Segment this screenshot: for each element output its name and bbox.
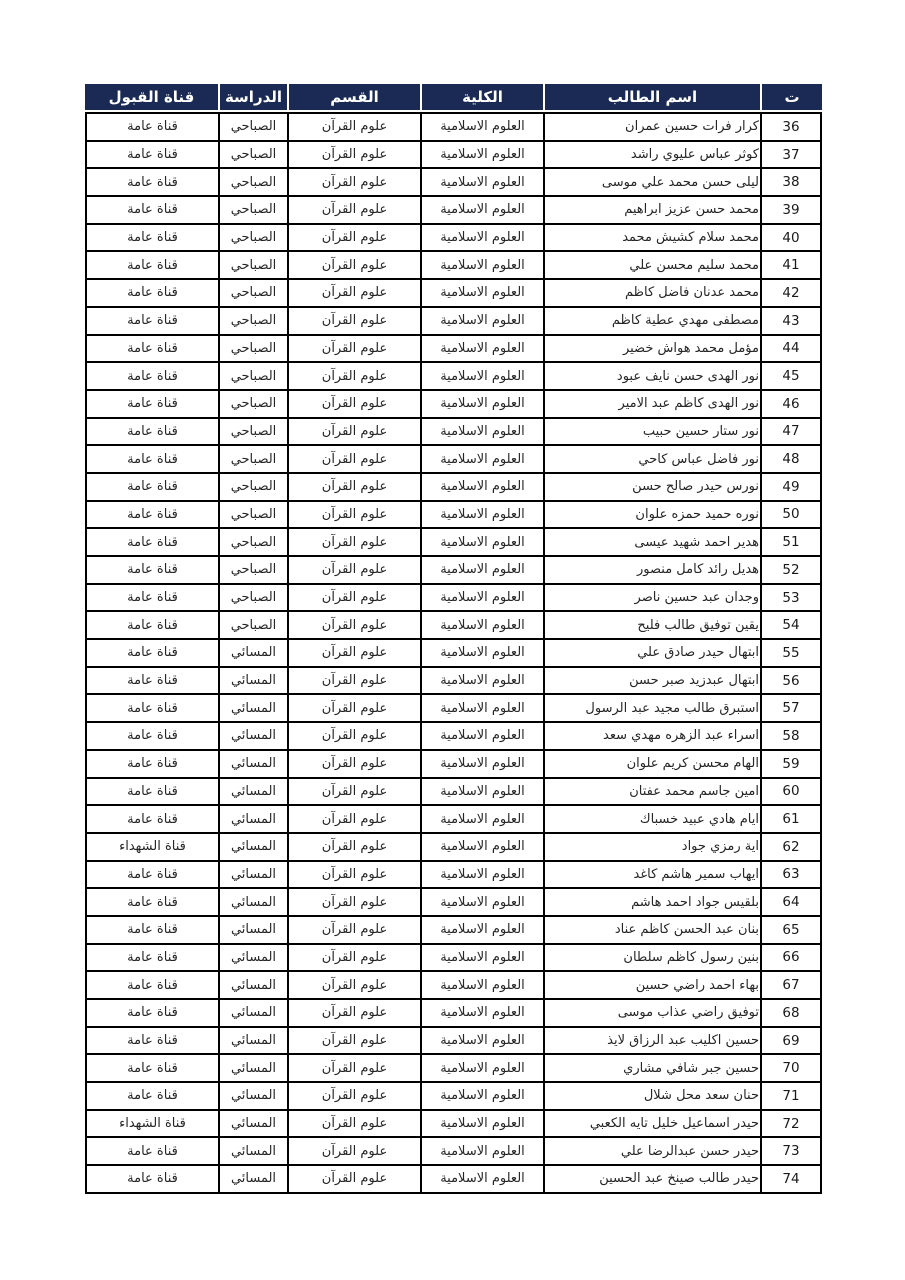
admission-channel-cell: قناة عامة [85, 1028, 218, 1056]
department-cell: علوم القرآن [287, 308, 420, 336]
student-name-cell: كوثر عباس عليوي راشد [543, 142, 760, 170]
header-col-dept: القسم [287, 84, 420, 112]
department-cell: علوم القرآن [287, 197, 420, 225]
admission-channel-cell: قناة عامة [85, 391, 218, 419]
study-shift-cell: الصباحي [218, 612, 287, 640]
student-name-cell: مؤمل محمد هواش خضير [543, 336, 760, 364]
admission-channel-cell: قناة عامة [85, 1166, 218, 1194]
college-cell: العلوم الاسلامية [420, 169, 543, 197]
row-number-cell: 53 [760, 585, 822, 613]
college-cell: العلوم الاسلامية [420, 225, 543, 253]
department-cell: علوم القرآن [287, 585, 420, 613]
row-number-cell: 48 [760, 446, 822, 474]
study-shift-cell: المسائي [218, 889, 287, 917]
row-number-cell: 46 [760, 391, 822, 419]
table-row [85, 502, 822, 530]
student-name-cell: حسين جبر شافي مشاري [543, 1055, 760, 1083]
study-shift-cell: المسائي [218, 695, 287, 723]
table-row [85, 169, 822, 197]
row-number-cell: 61 [760, 806, 822, 834]
department-cell: علوم القرآن [287, 142, 420, 170]
row-number-cell: 65 [760, 917, 822, 945]
college-cell: العلوم الاسلامية [420, 419, 543, 447]
admission-channel-cell: قناة عامة [85, 112, 218, 142]
admission-channel-cell: قناة عامة [85, 336, 218, 364]
department-cell: علوم القرآن [287, 640, 420, 668]
department-cell: علوم القرآن [287, 1111, 420, 1139]
student-name-cell: هدير احمد شهيد عيسى [543, 529, 760, 557]
college-cell: العلوم الاسلامية [420, 695, 543, 723]
department-cell: علوم القرآن [287, 169, 420, 197]
student-name-cell: الهام محسن كريم علوان [543, 751, 760, 779]
study-shift-cell: المسائي [218, 1111, 287, 1139]
study-shift-cell: الصباحي [218, 225, 287, 253]
student-name-cell: محمد سلام كشيش محمد [543, 225, 760, 253]
student-name-cell: حيدر اسماعيل خليل تايه الكعبي [543, 1111, 760, 1139]
table-row [85, 225, 822, 253]
college-cell: العلوم الاسلامية [420, 806, 543, 834]
row-number-cell: 64 [760, 889, 822, 917]
table-row [85, 363, 822, 391]
college-cell: العلوم الاسلامية [420, 972, 543, 1000]
college-cell: العلوم الاسلامية [420, 446, 543, 474]
study-shift-cell: المسائي [218, 751, 287, 779]
table-row [85, 308, 822, 336]
admission-channel-cell: قناة عامة [85, 1000, 218, 1028]
table-row [85, 252, 822, 280]
admission-channel-cell: قناة عامة [85, 280, 218, 308]
student-name-cell: ليلى حسن محمد علي موسى [543, 169, 760, 197]
study-shift-cell: الصباحي [218, 391, 287, 419]
department-cell: علوم القرآن [287, 1138, 420, 1166]
college-cell: العلوم الاسلامية [420, 723, 543, 751]
student-name-cell: نور الهدى كاظم عبد الامير [543, 391, 760, 419]
student-name-cell: نور ستار حسين حبيب [543, 419, 760, 447]
admission-channel-cell: قناة عامة [85, 557, 218, 585]
department-cell: علوم القرآن [287, 806, 420, 834]
admission-channel-cell: قناة عامة [85, 779, 218, 807]
table-row [85, 391, 822, 419]
row-number-cell: 57 [760, 695, 822, 723]
table-row [85, 723, 822, 751]
student-name-cell: حسين اكليب عبد الرزاق لايذ [543, 1028, 760, 1056]
row-number-cell: 63 [760, 862, 822, 890]
department-cell: علوم القرآن [287, 1028, 420, 1056]
student-name-cell: نورس حيدر صالح حسن [543, 474, 760, 502]
department-cell: علوم القرآن [287, 419, 420, 447]
student-name-cell: بلقيس جواد احمد هاشم [543, 889, 760, 917]
row-number-cell: 74 [760, 1166, 822, 1194]
study-shift-cell: الصباحي [218, 142, 287, 170]
row-number-cell: 60 [760, 779, 822, 807]
table-row [85, 779, 822, 807]
department-cell: علوم القرآن [287, 1055, 420, 1083]
student-name-cell: امين جاسم محمد عفتان [543, 779, 760, 807]
admission-channel-cell: قناة عامة [85, 252, 218, 280]
row-number-cell: 44 [760, 336, 822, 364]
student-name-cell: محمد سليم محسن علي [543, 252, 760, 280]
row-number-cell: 39 [760, 197, 822, 225]
row-number-cell: 71 [760, 1083, 822, 1111]
admission-channel-cell: قناة عامة [85, 723, 218, 751]
department-cell: علوم القرآن [287, 336, 420, 364]
table-row [85, 1111, 822, 1139]
college-cell: العلوم الاسلامية [420, 529, 543, 557]
admission-channel-cell: قناة عامة [85, 640, 218, 668]
department-cell: علوم القرآن [287, 668, 420, 696]
row-number-cell: 73 [760, 1138, 822, 1166]
row-number-cell: 59 [760, 751, 822, 779]
college-cell: العلوم الاسلامية [420, 668, 543, 696]
row-number-cell: 55 [760, 640, 822, 668]
row-number-cell: 38 [760, 169, 822, 197]
student-name-cell: نور الهدى حسن نايف عبود [543, 363, 760, 391]
department-cell: علوم القرآن [287, 972, 420, 1000]
student-name-cell: اسراء عبد الزهره مهدي سعد [543, 723, 760, 751]
study-shift-cell: الصباحي [218, 197, 287, 225]
student-name-cell: استبرق طالب مجيد عبد الرسول [543, 695, 760, 723]
college-cell: العلوم الاسلامية [420, 308, 543, 336]
row-number-cell: 50 [760, 502, 822, 530]
college-cell: العلوم الاسلامية [420, 779, 543, 807]
header-col-study: الدراسة [218, 84, 287, 112]
table-row [85, 112, 822, 142]
department-cell: علوم القرآن [287, 446, 420, 474]
row-number-cell: 70 [760, 1055, 822, 1083]
college-cell: العلوم الاسلامية [420, 280, 543, 308]
admission-channel-cell: قناة عامة [85, 751, 218, 779]
department-cell: علوم القرآن [287, 502, 420, 530]
table-row [85, 972, 822, 1000]
college-cell: العلوم الاسلامية [420, 474, 543, 502]
study-shift-cell: الصباحي [218, 419, 287, 447]
department-cell: علوم القرآن [287, 862, 420, 890]
row-number-cell: 36 [760, 112, 822, 142]
student-name-cell: ايام هادي عبيد خسباك [543, 806, 760, 834]
admission-channel-cell: قناة عامة [85, 197, 218, 225]
table-body [85, 112, 822, 1194]
student-name-cell: مصطفى مهدي عطية كاظم [543, 308, 760, 336]
table-row [85, 336, 822, 364]
admission-channel-cell: قناة عامة [85, 308, 218, 336]
department-cell: علوم القرآن [287, 695, 420, 723]
admission-channel-cell: قناة عامة [85, 1083, 218, 1111]
table-row [85, 1083, 822, 1111]
row-number-cell: 49 [760, 474, 822, 502]
college-cell: العلوم الاسلامية [420, 197, 543, 225]
admission-channel-cell: قناة عامة [85, 695, 218, 723]
table-row [85, 612, 822, 640]
admission-channel-cell: قناة عامة [85, 806, 218, 834]
table-row [85, 280, 822, 308]
admission-channel-cell: قناة عامة [85, 502, 218, 530]
college-cell: العلوم الاسلامية [420, 1028, 543, 1056]
college-cell: العلوم الاسلامية [420, 336, 543, 364]
header-col-channel: قناة القبول [85, 84, 218, 112]
student-name-cell: نوره حميد حمزه علوان [543, 502, 760, 530]
table-row [85, 1028, 822, 1056]
study-shift-cell: الصباحي [218, 252, 287, 280]
student-name-cell: بنان عبد الحسن كاظم عناد [543, 917, 760, 945]
admission-channel-cell: قناة عامة [85, 945, 218, 973]
row-number-cell: 72 [760, 1111, 822, 1139]
college-cell: العلوم الاسلامية [420, 1166, 543, 1194]
student-name-cell: محمد عدنان فاضل كاظم [543, 280, 760, 308]
study-shift-cell: المسائي [218, 862, 287, 890]
row-number-cell: 69 [760, 1028, 822, 1056]
table-row [85, 862, 822, 890]
admission-channel-cell: قناة عامة [85, 1055, 218, 1083]
college-cell: العلوم الاسلامية [420, 834, 543, 862]
student-name-cell: يقين توفيق طالب فليح [543, 612, 760, 640]
study-shift-cell: المسائي [218, 1000, 287, 1028]
row-number-cell: 67 [760, 972, 822, 1000]
row-number-cell: 52 [760, 557, 822, 585]
study-shift-cell: الصباحي [218, 112, 287, 142]
student-name-cell: نور فاضل عباس كاحي [543, 446, 760, 474]
table-row [85, 695, 822, 723]
study-shift-cell: الصباحي [218, 169, 287, 197]
student-name-cell: ايهاب سمير هاشم كاغد [543, 862, 760, 890]
admission-channel-cell: قناة عامة [85, 529, 218, 557]
study-shift-cell: الصباحي [218, 474, 287, 502]
student-name-cell: حيدر حسن عبدالرضا علي [543, 1138, 760, 1166]
table-row [85, 917, 822, 945]
college-cell: العلوم الاسلامية [420, 112, 543, 142]
study-shift-cell: المسائي [218, 1083, 287, 1111]
department-cell: علوم القرآن [287, 751, 420, 779]
study-shift-cell: الصباحي [218, 446, 287, 474]
table-row [85, 1000, 822, 1028]
college-cell: العلوم الاسلامية [420, 751, 543, 779]
row-number-cell: 68 [760, 1000, 822, 1028]
row-number-cell: 51 [760, 529, 822, 557]
row-number-cell: 47 [760, 419, 822, 447]
admission-channel-cell: قناة الشهداء [85, 1111, 218, 1139]
table-row [85, 889, 822, 917]
students-table [85, 84, 822, 1194]
department-cell: علوم القرآن [287, 474, 420, 502]
college-cell: العلوم الاسلامية [420, 557, 543, 585]
college-cell: العلوم الاسلامية [420, 917, 543, 945]
college-cell: العلوم الاسلامية [420, 1000, 543, 1028]
college-cell: العلوم الاسلامية [420, 252, 543, 280]
row-number-cell: 62 [760, 834, 822, 862]
department-cell: علوم القرآن [287, 723, 420, 751]
college-cell: العلوم الاسلامية [420, 363, 543, 391]
study-shift-cell: الصباحي [218, 336, 287, 364]
student-name-cell: كرار فرات حسين عمران [543, 112, 760, 142]
student-name-cell: محمد حسن عزيز ابراهيم [543, 197, 760, 225]
table-row [85, 1055, 822, 1083]
study-shift-cell: الصباحي [218, 585, 287, 613]
row-number-cell: 45 [760, 363, 822, 391]
row-number-cell: 54 [760, 612, 822, 640]
study-shift-cell: المسائي [218, 640, 287, 668]
department-cell: علوم القرآن [287, 1000, 420, 1028]
admission-channel-cell: قناة عامة [85, 446, 218, 474]
department-cell: علوم القرآن [287, 112, 420, 142]
student-name-cell: ابتهال حيدر صادق علي [543, 640, 760, 668]
table-row [85, 806, 822, 834]
table-row [85, 1166, 822, 1194]
admission-channel-cell: قناة الشهداء [85, 834, 218, 862]
study-shift-cell: المسائي [218, 1166, 287, 1194]
table-row [85, 1138, 822, 1166]
student-name-cell: توفيق راضي عذاب موسى [543, 1000, 760, 1028]
department-cell: علوم القرآن [287, 779, 420, 807]
department-cell: علوم القرآن [287, 529, 420, 557]
college-cell: العلوم الاسلامية [420, 889, 543, 917]
college-cell: العلوم الاسلامية [420, 862, 543, 890]
admission-channel-cell: قناة عامة [85, 474, 218, 502]
department-cell: علوم القرآن [287, 391, 420, 419]
table-row [85, 419, 822, 447]
table-row [85, 142, 822, 170]
student-name-cell: بنين رسول كاظم سلطان [543, 945, 760, 973]
admission-channel-cell: قناة عامة [85, 668, 218, 696]
table-row [85, 640, 822, 668]
table-row [85, 751, 822, 779]
college-cell: العلوم الاسلامية [420, 1111, 543, 1139]
student-name-cell: بهاء احمد راضي حسين [543, 972, 760, 1000]
row-number-cell: 58 [760, 723, 822, 751]
row-number-cell: 37 [760, 142, 822, 170]
admission-channel-cell: قناة عامة [85, 612, 218, 640]
table-row [85, 197, 822, 225]
department-cell: علوم القرآن [287, 1166, 420, 1194]
study-shift-cell: المسائي [218, 945, 287, 973]
study-shift-cell: المسائي [218, 806, 287, 834]
admission-channel-cell: قناة عامة [85, 917, 218, 945]
college-cell: العلوم الاسلامية [420, 1138, 543, 1166]
study-shift-cell: الصباحي [218, 280, 287, 308]
table-row [85, 945, 822, 973]
header-col-name: اسم الطالب [543, 84, 760, 112]
college-cell: العلوم الاسلامية [420, 640, 543, 668]
admission-channel-cell: قناة عامة [85, 225, 218, 253]
study-shift-cell: الصباحي [218, 557, 287, 585]
study-shift-cell: المسائي [218, 1055, 287, 1083]
admission-channel-cell: قناة عامة [85, 889, 218, 917]
admission-channel-cell: قناة عامة [85, 419, 218, 447]
table-row [85, 834, 822, 862]
header-col-college: الكلية [420, 84, 543, 112]
college-cell: العلوم الاسلامية [420, 612, 543, 640]
study-shift-cell: المسائي [218, 723, 287, 751]
student-name-cell: ابتهال عبدزيد صبر حسن [543, 668, 760, 696]
admission-channel-cell: قناة عامة [85, 585, 218, 613]
admission-channel-cell: قناة عامة [85, 862, 218, 890]
department-cell: علوم القرآن [287, 363, 420, 391]
row-number-cell: 42 [760, 280, 822, 308]
study-shift-cell: الصباحي [218, 529, 287, 557]
admission-channel-cell: قناة عامة [85, 1138, 218, 1166]
study-shift-cell: المسائي [218, 779, 287, 807]
row-number-cell: 40 [760, 225, 822, 253]
study-shift-cell: المسائي [218, 1028, 287, 1056]
study-shift-cell: المسائي [218, 668, 287, 696]
department-cell: علوم القرآن [287, 945, 420, 973]
department-cell: علوم القرآن [287, 280, 420, 308]
table-row [85, 668, 822, 696]
row-number-cell: 43 [760, 308, 822, 336]
study-shift-cell: المسائي [218, 972, 287, 1000]
college-cell: العلوم الاسلامية [420, 585, 543, 613]
table-row [85, 557, 822, 585]
study-shift-cell: الصباحي [218, 502, 287, 530]
department-cell: علوم القرآن [287, 557, 420, 585]
study-shift-cell: المسائي [218, 834, 287, 862]
header-row [85, 84, 822, 112]
student-name-cell: وجدان عبد حسين ناصر [543, 585, 760, 613]
college-cell: العلوم الاسلامية [420, 142, 543, 170]
department-cell: علوم القرآن [287, 917, 420, 945]
admission-channel-cell: قناة عامة [85, 169, 218, 197]
department-cell: علوم القرآن [287, 834, 420, 862]
student-name-cell: اية رمزي جواد [543, 834, 760, 862]
college-cell: العلوم الاسلامية [420, 391, 543, 419]
table-row [85, 474, 822, 502]
student-name-cell: حيدر طالب صينخ عبد الحسين [543, 1166, 760, 1194]
admission-channel-cell: قناة عامة [85, 363, 218, 391]
department-cell: علوم القرآن [287, 252, 420, 280]
study-shift-cell: الصباحي [218, 363, 287, 391]
department-cell: علوم القرآن [287, 612, 420, 640]
department-cell: علوم القرآن [287, 1083, 420, 1111]
row-number-cell: 56 [760, 668, 822, 696]
student-name-cell: هديل رائد كامل منصور [543, 557, 760, 585]
row-number-cell: 41 [760, 252, 822, 280]
college-cell: العلوم الاسلامية [420, 502, 543, 530]
student-name-cell: حنان سعد محل شلال [543, 1083, 760, 1111]
study-shift-cell: المسائي [218, 1138, 287, 1166]
study-shift-cell: الصباحي [218, 308, 287, 336]
study-shift-cell: المسائي [218, 917, 287, 945]
admission-channel-cell: قناة عامة [85, 142, 218, 170]
row-number-cell: 66 [760, 945, 822, 973]
college-cell: العلوم الاسلامية [420, 1055, 543, 1083]
college-cell: العلوم الاسلامية [420, 945, 543, 973]
department-cell: علوم القرآن [287, 889, 420, 917]
admission-channel-cell: قناة عامة [85, 972, 218, 1000]
table-row [85, 585, 822, 613]
college-cell: العلوم الاسلامية [420, 1083, 543, 1111]
header-col-no: ت [760, 84, 822, 112]
table-row [85, 529, 822, 557]
table-row [85, 446, 822, 474]
department-cell: علوم القرآن [287, 225, 420, 253]
